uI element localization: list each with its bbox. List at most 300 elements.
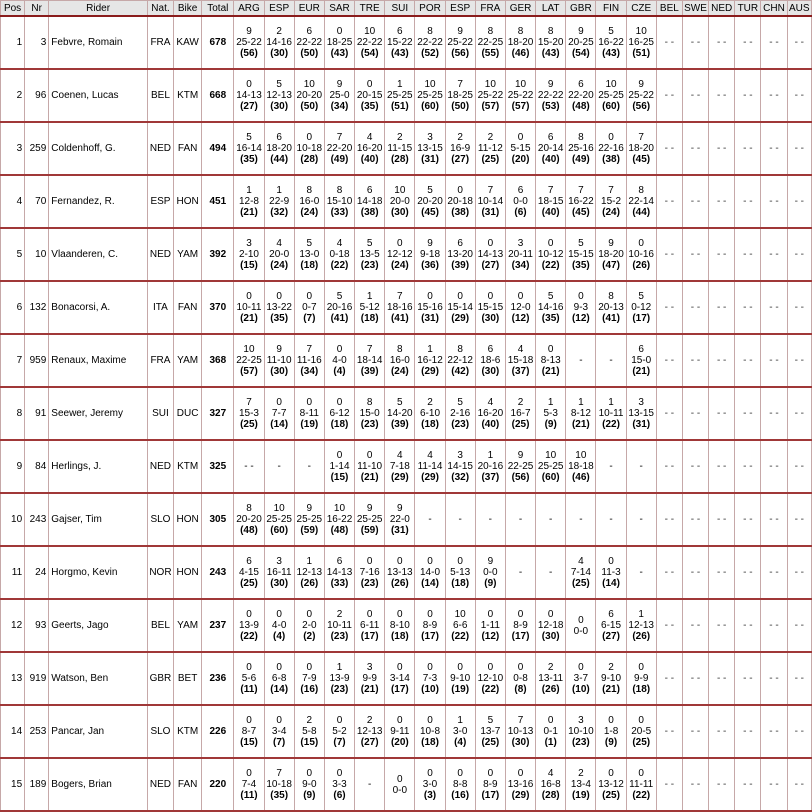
- qualifying-points: 0: [487, 609, 494, 620]
- gp-result-cell: [324, 281, 354, 334]
- qualifying-points: 0: [306, 609, 313, 620]
- gp-result-cell: [234, 281, 264, 334]
- qualifying-points: 10: [303, 79, 315, 90]
- qualifying-points: 2: [366, 715, 373, 726]
- nationality-cell: NED: [147, 758, 173, 811]
- race-points: 10-10: [568, 726, 594, 737]
- gp-total-points: (49): [330, 154, 349, 165]
- race-points: 5-13: [450, 567, 471, 578]
- empty-result-cell: - -: [735, 546, 761, 599]
- table-row: [1, 758, 812, 811]
- qualifying-points: 4: [487, 397, 494, 408]
- total-points-cell: 243: [202, 546, 234, 599]
- race-points: 16-12: [417, 355, 443, 366]
- race-points: 16-0: [389, 355, 410, 366]
- gp-total-points: (24): [602, 207, 620, 218]
- gp-total-points: (38): [602, 154, 620, 165]
- race-points: 20-18: [447, 196, 473, 207]
- column-header: ESP: [264, 1, 294, 17]
- gp-total-points: (48): [571, 101, 590, 112]
- gp-total-points: (25): [240, 419, 258, 430]
- rider-name-cell: Vlaanderen, C.: [49, 228, 148, 281]
- gp-result-cell: [536, 16, 566, 69]
- qualifying-points: 0: [487, 291, 494, 302]
- empty-result-cell: - -: [735, 69, 761, 122]
- gp-result-cell: [475, 281, 505, 334]
- table-row: [1, 334, 812, 387]
- qualifying-points: 3: [638, 397, 644, 408]
- rider-name-cell: Watson, Ben: [49, 652, 148, 705]
- gp-total-points: (24): [300, 207, 319, 218]
- gp-total-points: (9): [544, 419, 557, 430]
- total-points-cell: 237: [202, 599, 234, 652]
- qualifying-points: 0: [457, 556, 463, 567]
- qualifying-points: 0: [578, 614, 584, 626]
- total-points-cell: 220: [202, 758, 234, 811]
- qualifying-points: 0: [336, 397, 343, 408]
- race-points: 18-25: [447, 90, 473, 101]
- gp-result-cell: [355, 387, 385, 440]
- empty-result-cell: - -: [735, 228, 761, 281]
- empty-result-cell: - -: [787, 493, 811, 546]
- qualifying-points: 0: [306, 291, 313, 302]
- gp-total-points: (4): [454, 737, 467, 748]
- race-points: 7-9: [302, 673, 317, 684]
- race-points: 13-0: [299, 249, 320, 260]
- race-points: 10-18: [266, 779, 292, 790]
- gp-total-points: (43): [390, 48, 409, 59]
- race-points: 12-13: [356, 726, 383, 737]
- gp-total-points: (54): [571, 48, 590, 59]
- column-header: NED: [709, 1, 735, 17]
- race-points: 11-10: [266, 355, 292, 366]
- qualifying-points: 6: [638, 344, 644, 355]
- gp-total-points: (45): [571, 207, 590, 218]
- rider-name-cell: Coldenhoff, G.: [49, 122, 148, 175]
- race-points: 18-20: [598, 249, 624, 260]
- gp-result-cell: [234, 228, 264, 281]
- gp-result-cell: [415, 387, 445, 440]
- race-points: 10-16: [628, 249, 654, 260]
- race-points: 2-10: [238, 249, 259, 260]
- column-header: SAR: [324, 1, 354, 17]
- gp-total-points: (18): [451, 578, 470, 589]
- empty-result-cell: - -: [682, 546, 708, 599]
- gp-result-cell: [445, 334, 475, 387]
- race-points: 16-9: [450, 143, 471, 154]
- gp-total-points: (41): [330, 313, 349, 324]
- race-points: 14-0: [420, 567, 441, 578]
- gp-total-points: (30): [541, 631, 560, 642]
- race-points: 18-14: [356, 355, 383, 366]
- qualifying-points: 1: [427, 344, 433, 355]
- table-row: [1, 16, 812, 69]
- pos-cell: 3: [1, 122, 25, 175]
- rider-name-cell: Bonacorsi, A.: [49, 281, 148, 334]
- qualifying-points: 5: [276, 79, 282, 90]
- gp-result-cell: [385, 228, 415, 281]
- gp-result-cell: [505, 599, 535, 652]
- gp-result-cell: [355, 705, 385, 758]
- race-points: 25-25: [417, 90, 443, 101]
- race-points: -: [488, 514, 493, 525]
- race-points: 22-0: [389, 514, 410, 525]
- qualifying-points: 5: [578, 238, 584, 249]
- rider-name-cell: Gajser, Tim: [49, 493, 148, 546]
- gp-result-cell: [264, 493, 294, 546]
- gp-result-cell: [596, 546, 626, 599]
- gp-total-points: (31): [421, 313, 439, 324]
- gp-result-cell: [324, 599, 354, 652]
- gp-total-points: (60): [602, 101, 620, 112]
- qualifying-points: 0: [276, 397, 282, 408]
- race-points: 5-3: [543, 408, 558, 419]
- race-points: 15-15: [477, 302, 504, 313]
- gp-result-cell: [566, 758, 596, 811]
- empty-result-cell: - -: [787, 705, 811, 758]
- gp-total-points: (15): [240, 737, 258, 748]
- column-header: FRA: [475, 1, 505, 17]
- race-points: 15-22: [387, 37, 413, 48]
- gp-result-cell: [596, 705, 626, 758]
- race-points: 14-13: [326, 567, 353, 578]
- race-points: -: [609, 355, 613, 366]
- empty-result-cell: - -: [761, 122, 787, 175]
- gp-result-cell: [475, 705, 505, 758]
- table-row: [1, 175, 812, 228]
- qualifying-points: 6: [457, 238, 463, 249]
- gp-total-points: (32): [451, 472, 470, 483]
- empty-result-cell: - -: [682, 122, 708, 175]
- gp-result-cell: [566, 440, 596, 493]
- gp-result-cell: [626, 334, 656, 387]
- number-cell: 70: [25, 175, 49, 228]
- gp-result-cell: [536, 281, 566, 334]
- empty-result-cell: - -: [656, 16, 682, 69]
- gp-result-cell: [324, 652, 354, 705]
- race-points: 12-0: [510, 302, 531, 313]
- race-points: 9-3: [573, 302, 589, 313]
- race-points: 13-20: [447, 249, 473, 260]
- nationality-cell: ESP: [147, 175, 173, 228]
- empty-result-cell: - -: [787, 334, 811, 387]
- qualifying-points: 3: [517, 238, 524, 249]
- qualifying-points: 4: [427, 450, 433, 461]
- pos-cell: 5: [1, 228, 25, 281]
- gp-result-cell: [536, 652, 566, 705]
- gp-total-points: (59): [300, 525, 319, 536]
- race-points: 25-22: [507, 90, 534, 101]
- qualifying-points: 5: [397, 397, 403, 408]
- gp-result-cell: [536, 69, 566, 122]
- column-header: TUR: [735, 1, 761, 17]
- gp-total-points: (35): [541, 313, 560, 324]
- gp-result-cell: [475, 228, 505, 281]
- race-points: 13-13: [387, 567, 413, 578]
- race-points: 8-8: [452, 779, 468, 790]
- gp-total-points: (57): [511, 101, 530, 112]
- race-points: 20-11: [508, 249, 533, 260]
- gp-total-points: (6): [333, 790, 346, 801]
- gp-total-points: (26): [541, 684, 560, 695]
- race-points: 22-22: [537, 90, 564, 101]
- gp-result-cell: [294, 69, 324, 122]
- empty-result-cell: - -: [761, 281, 787, 334]
- race-points: 2-16: [450, 408, 471, 419]
- gp-total-points: (9): [484, 578, 497, 589]
- qualifying-points: 7: [578, 185, 584, 196]
- gp-result-cell: [264, 175, 294, 228]
- race-points: 16-20: [356, 143, 383, 154]
- nationality-cell: NED: [147, 122, 173, 175]
- race-points: 3-4: [271, 726, 287, 737]
- qualifying-points: 0: [547, 238, 554, 249]
- gp-result-cell: [626, 758, 656, 811]
- gp-total-points: (17): [511, 631, 530, 642]
- race-points: 20-14: [537, 143, 564, 154]
- empty-result-cell: - -: [761, 546, 787, 599]
- qualifying-points: 8: [246, 503, 252, 514]
- race-points: 16-25: [628, 37, 654, 48]
- gp-result-cell: [264, 387, 294, 440]
- gp-result-cell: [415, 228, 445, 281]
- gp-result-cell: [505, 69, 535, 122]
- race-points: 18-18: [568, 461, 594, 472]
- gp-result-cell: [415, 122, 445, 175]
- gp-total-points: (43): [602, 48, 620, 59]
- empty-result-cell: - -: [787, 652, 811, 705]
- qualifying-points: 4: [517, 344, 524, 355]
- gp-total-points: (33): [330, 207, 349, 218]
- gp-result-cell: [566, 175, 596, 228]
- number-cell: 96: [25, 69, 49, 122]
- gp-total-points: (35): [270, 313, 289, 324]
- empty-result-cell: - -: [761, 69, 787, 122]
- gp-result-cell: [385, 705, 415, 758]
- gp-total-points: (56): [451, 48, 470, 59]
- nationality-cell: NED: [147, 228, 173, 281]
- gp-total-points: (45): [632, 154, 651, 165]
- column-header: CHN: [761, 1, 787, 17]
- gp-total-points: (41): [602, 313, 620, 324]
- empty-result-cell: - -: [656, 546, 682, 599]
- race-points: 5-6: [241, 673, 257, 684]
- table-row: [1, 228, 812, 281]
- qualifying-points: 0: [638, 662, 644, 673]
- qualifying-points: 8: [608, 291, 614, 302]
- gp-result-cell: [626, 493, 656, 546]
- gp-result-cell: [475, 175, 505, 228]
- qualifying-points: 4: [276, 238, 282, 249]
- gp-result-cell: [294, 387, 324, 440]
- qualifying-points: 10: [243, 344, 255, 355]
- gp-result-cell: [626, 122, 656, 175]
- gp-total-points: (25): [571, 578, 590, 589]
- gp-result-cell: [355, 546, 385, 599]
- race-points: 25-25: [537, 461, 564, 472]
- gp-result-cell: [324, 228, 354, 281]
- empty-result-cell: - -: [682, 281, 708, 334]
- gp-total-points: (30): [481, 313, 500, 324]
- qualifying-points: 8: [578, 132, 584, 143]
- gp-total-points: (19): [571, 790, 590, 801]
- empty-result-cell: - -: [761, 175, 787, 228]
- race-points: 13-9: [238, 620, 259, 631]
- qualifying-points: 0: [517, 609, 524, 620]
- race-points: 10-14: [477, 196, 504, 207]
- qualifying-points: 0: [487, 238, 494, 249]
- gp-total-points: (26): [632, 260, 651, 271]
- qualifying-points: 2: [427, 397, 433, 408]
- gp-total-points: (23): [330, 684, 349, 695]
- column-header: POR: [415, 1, 445, 17]
- gp-result-cell: [626, 387, 656, 440]
- gp-result-cell: [415, 281, 445, 334]
- gp-total-points: (22): [632, 790, 651, 801]
- qualifying-points: 7: [638, 132, 644, 143]
- total-points-cell: 494: [202, 122, 234, 175]
- empty-result-cell: - -: [709, 281, 735, 334]
- gp-result-cell: [475, 493, 505, 546]
- gp-result-cell: [626, 440, 656, 493]
- empty-result-cell: - -: [656, 334, 682, 387]
- gp-total-points: (3): [423, 790, 437, 801]
- gp-result-cell: [234, 705, 264, 758]
- rider-name-cell: Pancar, Jan: [49, 705, 148, 758]
- gp-result-cell: [264, 599, 294, 652]
- empty-result-cell: - -: [656, 281, 682, 334]
- gp-result-cell: [626, 175, 656, 228]
- qualifying-points: 9: [547, 79, 554, 90]
- gp-result-cell: [385, 652, 415, 705]
- number-cell: 93: [25, 599, 49, 652]
- nationality-cell: BEL: [147, 69, 173, 122]
- qualifying-points: 7: [336, 132, 343, 143]
- gp-total-points: (4): [273, 631, 286, 642]
- gp-result-cell: [596, 440, 626, 493]
- race-points: 9-10: [450, 673, 471, 684]
- qualifying-points: 1: [608, 397, 614, 408]
- race-points: 25-25: [266, 514, 292, 525]
- race-points: 10-12: [537, 249, 564, 260]
- empty-result-cell: - -: [656, 387, 682, 440]
- race-points: 25-16: [568, 143, 594, 154]
- gp-result-cell: [505, 758, 535, 811]
- gp-result-cell: [294, 16, 324, 69]
- qualifying-points: 3: [457, 450, 463, 461]
- gp-total-points: (25): [481, 154, 500, 165]
- gp-total-points: (20): [390, 737, 409, 748]
- rider-name-cell: Bogers, Brian: [49, 758, 148, 811]
- table-body: [1, 16, 812, 811]
- gp-result-cell: [264, 122, 294, 175]
- race-points: 8-10: [389, 620, 410, 631]
- gp-result-cell: [566, 599, 596, 652]
- empty-result-cell: - -: [787, 69, 811, 122]
- gp-total-points: (22): [240, 631, 258, 642]
- race-points: 22-22: [356, 37, 383, 48]
- qualifying-points: 7: [306, 344, 313, 355]
- race-points: 10-11: [327, 620, 352, 631]
- gp-result-cell: [596, 69, 626, 122]
- gp-total-points: (46): [511, 48, 530, 59]
- qualifying-points: 0: [487, 768, 494, 779]
- empty-result-cell: - -: [709, 493, 735, 546]
- gp-total-points: (23): [330, 631, 349, 642]
- gp-result-cell: [294, 599, 324, 652]
- column-header: BEL: [656, 1, 682, 17]
- race-points: 0-0: [513, 196, 528, 207]
- empty-result-cell: - -: [709, 440, 735, 493]
- gp-total-points: (35): [360, 101, 379, 112]
- race-points: 1-8: [603, 726, 619, 737]
- gp-result-cell: [536, 705, 566, 758]
- race-points: 14-15: [447, 461, 473, 472]
- gp-total-points: (38): [451, 207, 470, 218]
- gp-total-points: (15): [330, 472, 349, 483]
- race-points: 11-15: [387, 143, 413, 154]
- pos-cell: 8: [1, 387, 25, 440]
- column-header: CZE: [626, 1, 656, 17]
- gp-total-points: (21): [240, 313, 258, 324]
- total-points-cell: 236: [202, 652, 234, 705]
- gp-result-cell: [445, 546, 475, 599]
- race-points: 13-12: [598, 779, 624, 790]
- qualifying-points: 6: [547, 132, 554, 143]
- gp-total-points: (48): [330, 525, 349, 536]
- gp-total-points: (36): [421, 260, 439, 271]
- gp-result-cell: [324, 546, 354, 599]
- gp-total-points: (21): [541, 366, 560, 377]
- gp-result-cell: [475, 387, 505, 440]
- qualifying-points: 0: [276, 715, 282, 726]
- column-header: GBR: [566, 1, 596, 17]
- empty-result-cell: - -: [735, 16, 761, 69]
- race-points: 12-13: [296, 567, 323, 578]
- race-points: -: [458, 514, 462, 525]
- qualifying-points: 0: [578, 662, 584, 673]
- empty-result-cell: - -: [656, 122, 682, 175]
- qualifying-points: 10: [545, 450, 557, 461]
- gp-result-cell: [415, 546, 445, 599]
- race-points: 25-22: [236, 37, 262, 48]
- gp-result-cell: [385, 546, 415, 599]
- gp-result-cell: [385, 493, 415, 546]
- gp-total-points: (41): [390, 313, 409, 324]
- gp-result-cell: [415, 69, 445, 122]
- qualifying-points: 0: [336, 26, 343, 37]
- gp-result-cell: [415, 599, 445, 652]
- race-points: 12-12: [387, 249, 413, 260]
- column-header: LAT: [536, 1, 566, 17]
- race-points: 10-11: [598, 408, 624, 419]
- qualifying-points: 2: [457, 132, 463, 143]
- gp-result-cell: [505, 281, 535, 334]
- rider-name-cell: Horgmo, Kevin: [49, 546, 148, 599]
- race-points: 0-1: [543, 726, 558, 737]
- race-points: 7-16: [359, 567, 380, 578]
- qualifying-points: 4: [578, 556, 584, 567]
- race-points: 0-0: [573, 625, 589, 637]
- pos-cell: 14: [1, 705, 25, 758]
- empty-result-cell: - -: [735, 493, 761, 546]
- race-points: -: [639, 461, 643, 472]
- gp-total-points: (21): [602, 684, 620, 695]
- gp-result-cell: [264, 705, 294, 758]
- race-points: 20-25: [568, 37, 594, 48]
- empty-result-cell: - -: [656, 228, 682, 281]
- race-points: 6-10: [420, 408, 441, 419]
